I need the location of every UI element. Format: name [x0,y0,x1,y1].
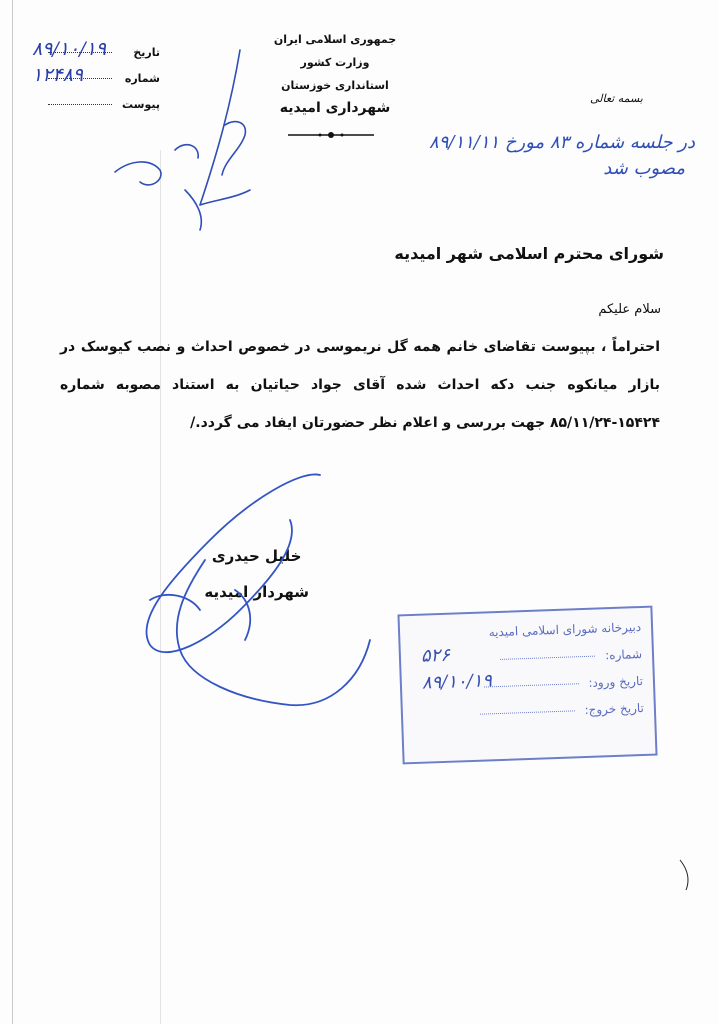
stamp-number-label: شماره: [604,646,643,663]
signature-block [204,538,309,610]
letterhead-line-2: وزارت کشور [300,56,370,69]
recipient-heading: شورای محترم اسلامی شهر امیدیه [394,244,664,263]
stamp-number-dots [500,656,595,660]
stamp-date-label: تاریخ ورود: [588,673,644,690]
meta-date-label: تاریخ [133,46,160,59]
meta-number-label: شماره [124,72,160,85]
letter-body: احتراماً ، بپیوست تقاضای خانم همه گل نریموسی در خصوص احداث و نصب کیوسک در بازار میانکوه جنب دکه احداث شده آقای جواد حیاتیان به استناد مصوبه شماره ۱۵۴۲۴-۸۵/۱۱/۲۴ جهت بررسی و اعلام نظر حضورتان ایفاد می گردد./ [60,339,660,431]
stamp-header: دبیرخانه شورای اسلامی امیدیه [488,620,642,640]
stamp-exit-label: تاریخ خروج: [584,700,645,718]
stamp-date-value: ۸۹/۱۰/۱۹ [421,670,493,694]
letterhead-line-1: جمهوری اسلامی ایران [273,33,397,46]
fold-line [160,150,161,1024]
meta-block [32,38,160,118]
letterhead-line-4: شهرداری امیدیه [279,100,391,116]
stamp-number-value: ۵۲۶ [420,644,451,667]
salutation: سلام علیکم [598,302,661,317]
stamp-exit-dots [480,710,575,714]
page-edge [12,0,13,1024]
handwritten-referral-line-2: مصوب شد [603,158,685,179]
registry-stamp [397,606,657,765]
meta-attachment-row [40,92,160,118]
meta-attachment-label: پیوست [122,98,160,111]
handwritten-referral [429,130,695,182]
letterhead-line-3: استانداری خوزستان [281,79,389,92]
meta-number-row [32,64,160,92]
signer-name: خلیل حیدری [211,547,302,565]
bismillah: بسمه تعالی [590,92,643,105]
meta-date-row [32,38,160,66]
letterhead [250,28,420,120]
meta-number-value: ۱۲۴۸۹ [32,64,84,86]
meta-attachment-dots [48,104,112,105]
stamp-date-dots [484,683,579,687]
ornament-divider-icon [286,130,376,140]
meta-date-value: ۸۹/۱۰/۱۹ [32,38,107,60]
handwritten-referral-line-1: در جلسه شماره ۸۳ مورخ ۸۹/۱۱/۱۱ [429,132,695,153]
signer-title: شهردار امیدیه [204,583,309,601]
corner-mark-icon [680,860,688,890]
